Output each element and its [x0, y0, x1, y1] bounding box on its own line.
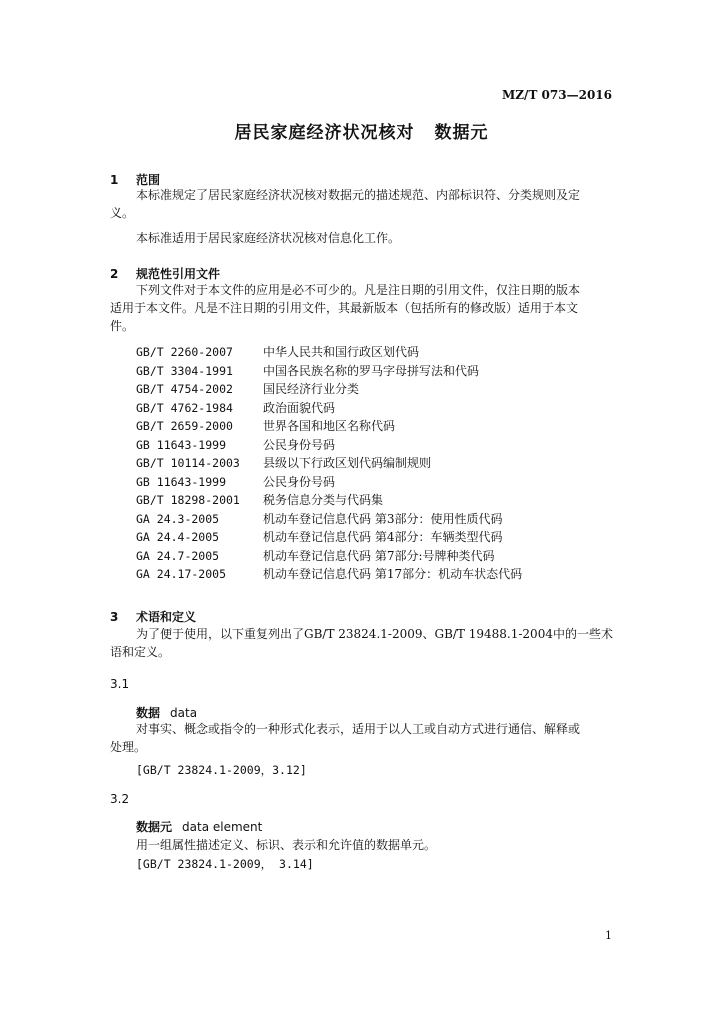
- reference-item: GB 11643-1999 公民身份号码: [136, 474, 336, 489]
- term-data-element-source: [GB/T 23824.1-2009， 3.14]: [136, 857, 314, 871]
- reference-item: GB/T 10114-2003 县级以下行政区划代码编制规则: [136, 456, 432, 470]
- term-data-element-definition: 用一组属性描述定义、标识、表示和允许值的数据单元。: [136, 838, 437, 852]
- term-data-heading: 数据 data: [136, 706, 198, 720]
- reference-item: GB/T 4754-2002 国民经济行业分类: [136, 382, 360, 396]
- reference-item: GB/T 4762-1984 政治面貌代码: [136, 400, 336, 415]
- reference-item: GB/T 3304-1991 中国各民族名称的罗马字母拼写法和代码: [136, 363, 480, 378]
- section-1-scope-paragraph: 本标准规定了居民家庭经济状况核对数据元的描述规范、内部标识符、分类规则及定 义。: [110, 188, 581, 220]
- reference-item: GB/T 18298-2001 税务信息分类与代码集: [136, 493, 384, 507]
- section-3-intro: 为了便于使用，以下重复列出了GB/T 23824.1-2009、GB/T 19488.1-2004中的一些术 语和定义。: [110, 627, 613, 659]
- document-title: [0, 118, 723, 143]
- section-2-heading: 2 规范性引用文件: [110, 267, 221, 281]
- term-data-element-heading: 数据元 data element: [136, 820, 263, 834]
- reference-item: GB/T 2260-2007 中华人民共和国行政区划代码: [136, 345, 420, 359]
- page-number: 1: [605, 929, 612, 942]
- title-main: 居民家庭经济状况核对: [234, 123, 415, 143]
- section-1-applicability: 本标准适用于居民家庭经济状况核对信息化工作。: [136, 231, 401, 245]
- clause-3-1-number: 3.1: [110, 677, 130, 691]
- section-3-heading: 3 术语和定义: [110, 610, 197, 624]
- clause-3-2-number: 3.2: [110, 792, 130, 806]
- reference-item: GA 24.4-2005 机动车登记信息代码 第4部分：车辆类型代码: [136, 530, 503, 544]
- reference-item: GA 24.3-2005 机动车登记信息代码 第3部分：使用性质代码: [136, 511, 503, 526]
- reference-item: GB/T 2659-2000 世界各国和地区名称代码: [136, 419, 396, 433]
- title-sub: 数据元: [434, 123, 489, 143]
- term-data-source: [GB/T 23824.1-2009，3.12]: [136, 763, 307, 777]
- reference-item: GA 24.17-2005 机动车登记信息代码 第17部分：机动车状态代码: [136, 567, 523, 581]
- term-data-definition: 对事实、概念或指令的一种形式化表示，适用于以人工或自动方式进行通信、解释或 处理。: [110, 722, 581, 754]
- standard-code: MZ/T 073—2016: [502, 88, 612, 102]
- section-2-intro: 下列文件对于本文件的应用是必不可少的。凡是注日期的引用文件，仅注日期的版本 适用于本文件。凡是不注日期的引用文件，其最新版本（包括所有的修改版）适用于本文 件。: [110, 283, 581, 333]
- section-1-heading: 1 范围: [110, 173, 161, 187]
- reference-item: GB 11643-1999 公民身份号码: [136, 437, 336, 452]
- reference-item: GA 24.7-2005 机动车登记信息代码 第7部分:号牌种类代码: [136, 548, 495, 563]
- normative-references-list: [136, 343, 606, 584]
